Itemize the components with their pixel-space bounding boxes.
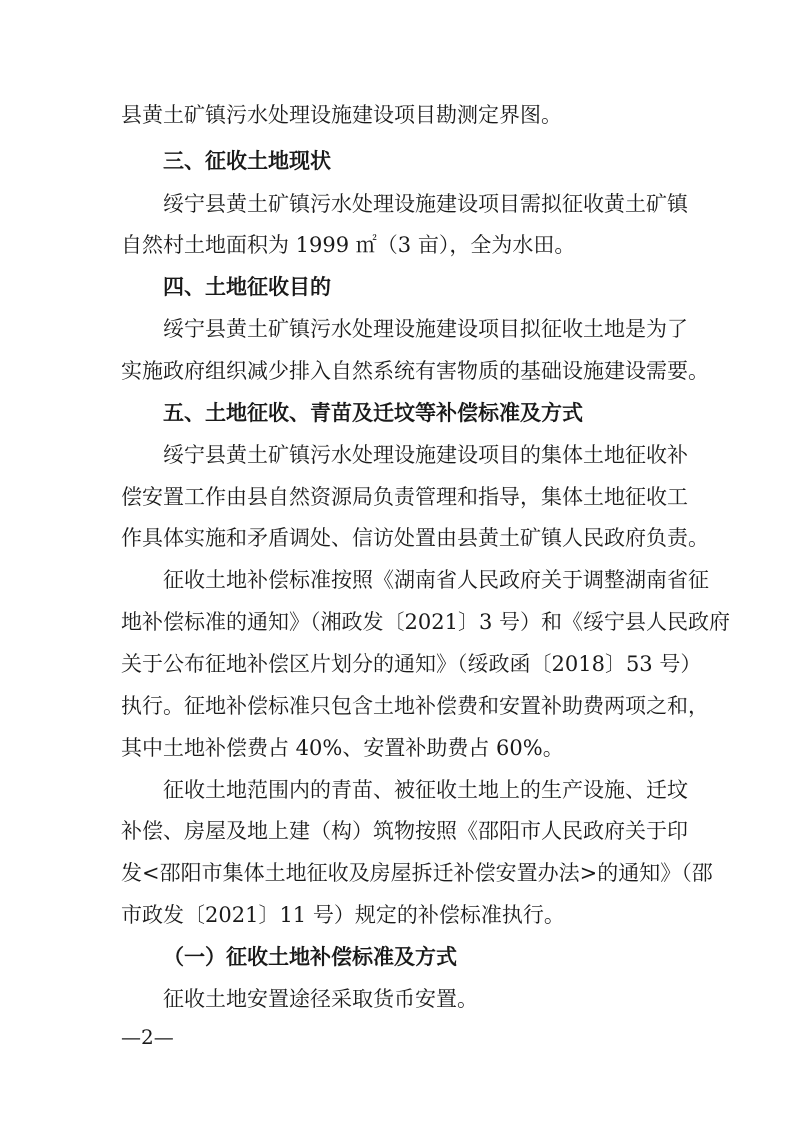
paragraph-line: 征收土地安置途径采取货币安置。 xyxy=(163,987,478,1011)
paragraph-line: 关于公布征地补偿区片划分的通知》（绥政函〔2018〕53 号） xyxy=(121,652,702,676)
paragraph-line: 偿安置工作由县自然资源局负责管理和指导，集体土地征收工 xyxy=(121,485,688,509)
paragraph-line: 作具体实施和矛盾调处、信访处置由县黄土矿镇人民政府负责。 xyxy=(121,526,709,550)
paragraph-line: 发<邵阳市集体土地征收及房屋拆迁补偿安置办法>的通知》（邵 xyxy=(121,861,713,885)
paragraph-continuation-line: 县黄土矿镇污水处理设施建设项目勘测定界图。 xyxy=(121,103,562,127)
paragraph-line: 绥宁县黄土矿镇污水处理设施建设项目的集体土地征收补 xyxy=(163,443,688,467)
paragraph-line: 执行。征地补偿标准只包含土地补偿费和安置补助费两项之和， xyxy=(121,694,709,718)
paragraph-line: 征收土地范围内的青苗、被征收土地上的生产设施、迁坟 xyxy=(163,778,688,802)
paragraph-line: 补偿、房屋及地上建（构）筑物按照《邵阳市人民政府关于印 xyxy=(121,819,688,843)
paragraph-line: 市政发〔2021〕11 号）规定的补偿标准执行。 xyxy=(121,903,565,927)
paragraph-line: 地补偿标准的通知》（湘政发〔2021〕3 号）和《绥宁县人民政府 xyxy=(121,610,730,634)
paragraph-line: 自然村土地面积为 1999 ㎡（3 亩），全为水田。 xyxy=(121,233,576,257)
paragraph-line: 实施政府组织减少排入自然系统有害物质的基础设施建设需要。 xyxy=(121,359,709,383)
section-heading-land-status: 三、征收土地现状 xyxy=(163,149,331,173)
section-heading-land-purpose: 四、土地征收目的 xyxy=(163,275,331,299)
section-heading-compensation: 五、土地征收、青苗及迁坟等补偿标准及方式 xyxy=(163,401,583,425)
paragraph-line: 其中土地补偿费占 40%、安置补助费占 60%。 xyxy=(121,736,564,760)
paragraph-line: 绥宁县黄土矿镇污水处理设施建设项目需拟征收黄土矿镇 xyxy=(163,192,688,216)
paragraph-line: 绥宁县黄土矿镇污水处理设施建设项目拟征收土地是为了 xyxy=(163,317,688,341)
page-number: —2— xyxy=(121,1025,174,1049)
subsection-heading-compensation-method: （一）征收土地补偿标准及方式 xyxy=(163,944,457,969)
paragraph-line: 征收土地补偿标准按照《湖南省人民政府关于调整湖南省征 xyxy=(163,568,709,592)
